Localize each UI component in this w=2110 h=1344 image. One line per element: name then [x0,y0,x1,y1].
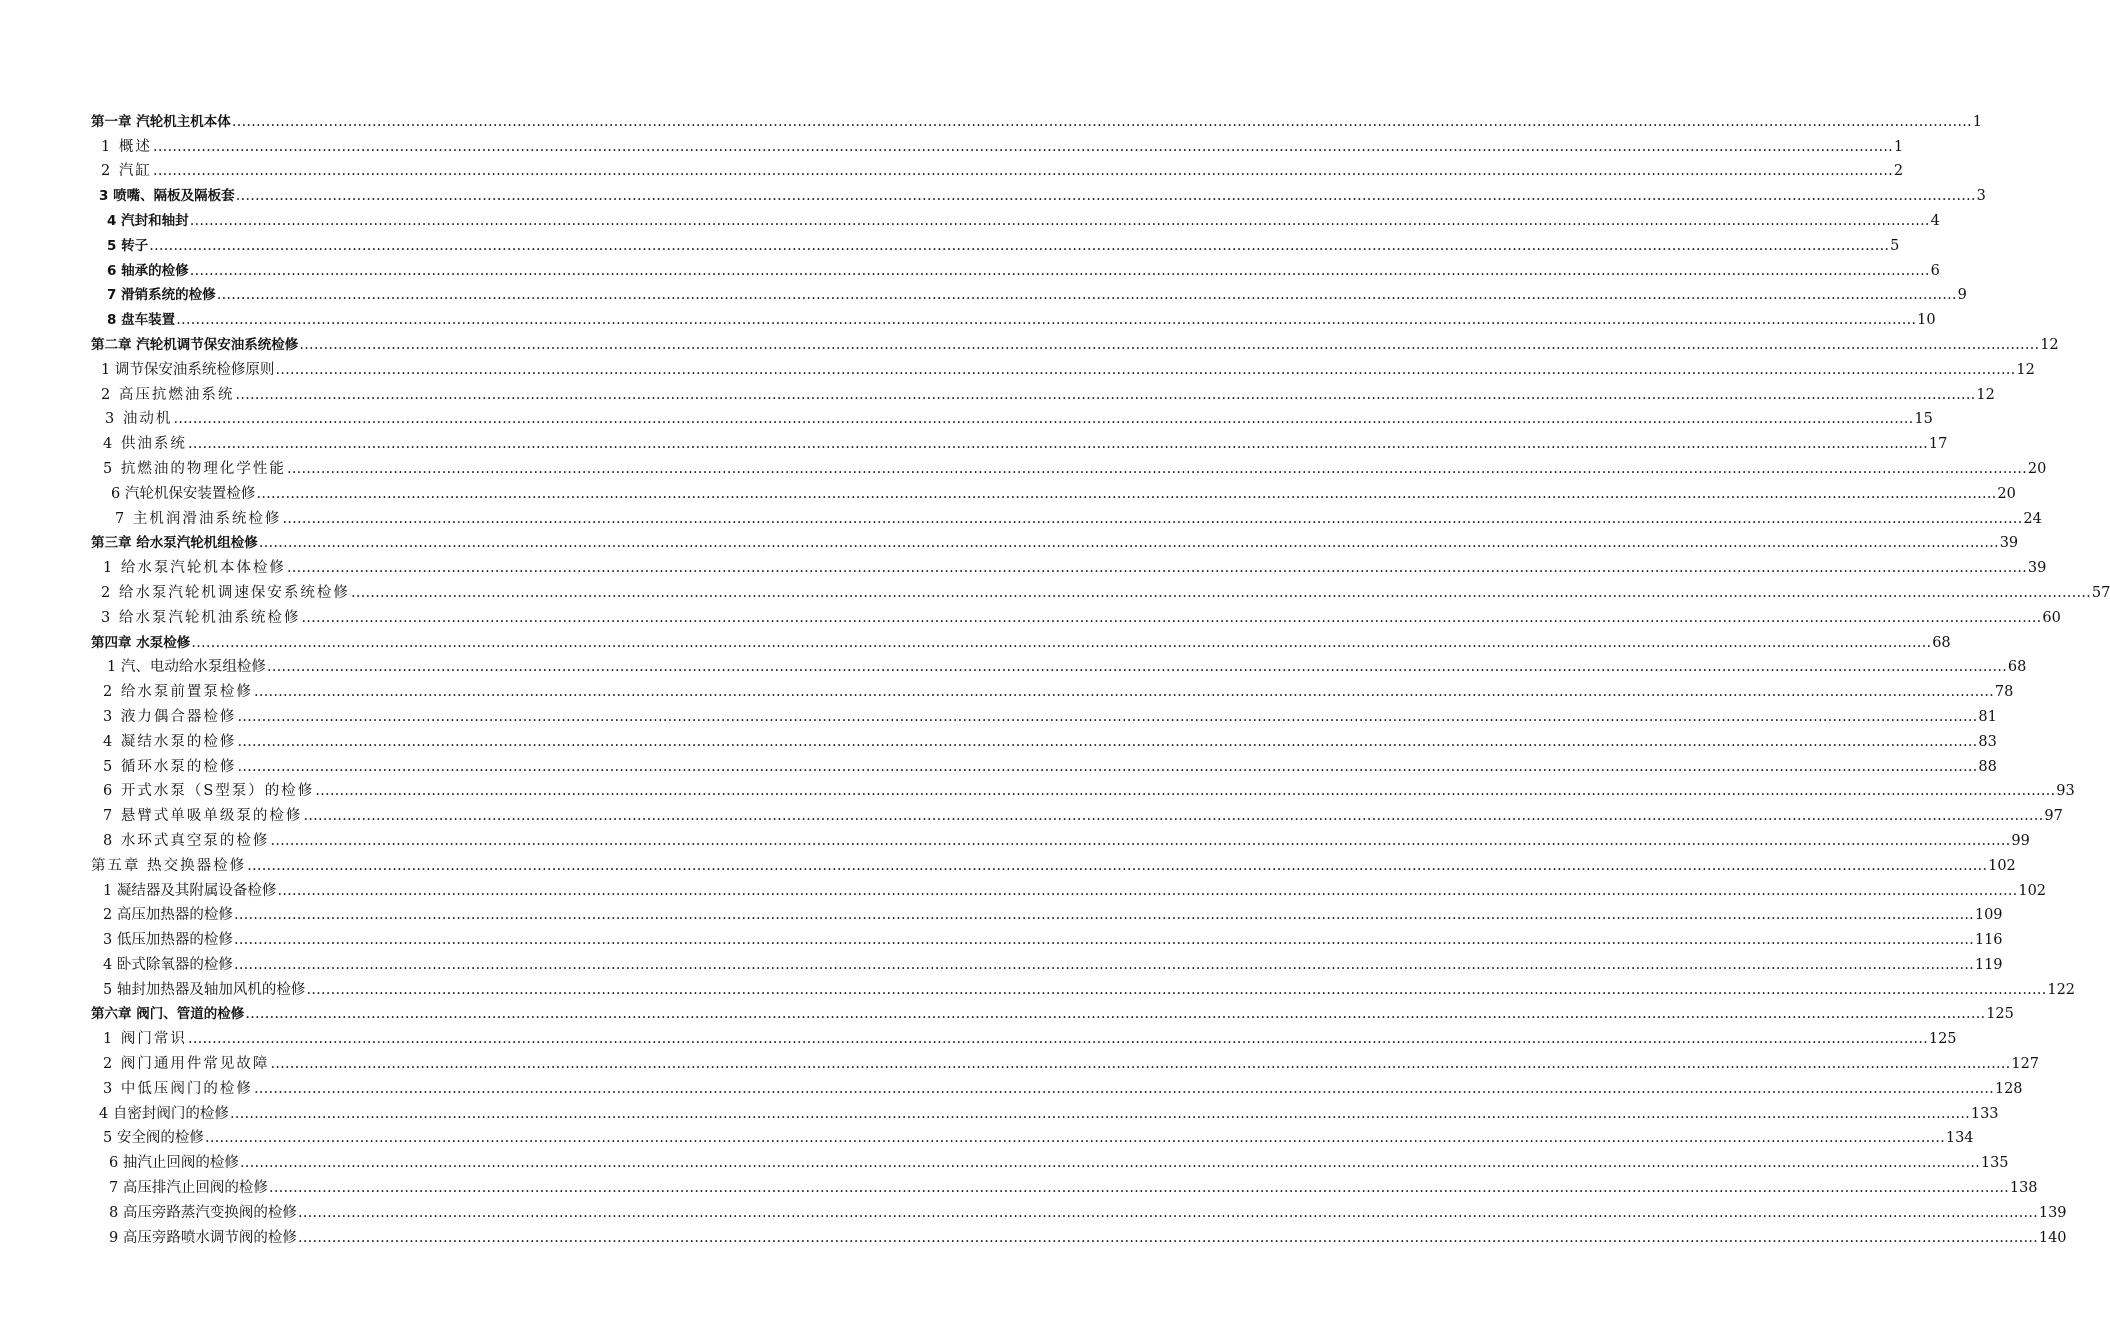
toc-entry[interactable] [91,577,2110,602]
toc-entry-page-number: 139 [2038,1204,2067,1221]
toc-entry-page-number: 135 [1980,1155,2009,1172]
toc-entry-title: 3 给水泵汽轮机油系统检修 [101,609,301,626]
toc-leader-dots: ……………………………………………………………………………………………………………………………………………………………………………………………………………………………………………………………………………………………………………………………… [233,932,1974,949]
toc-entry-title: 2 给水泵汽轮机调速保安系统检修 [101,584,350,601]
toc-entry[interactable] [91,652,2027,677]
toc-entry-title: 4 汽封和轴封 [107,212,189,229]
toc-leader-dots: ……………………………………………………………………………………………………………………………………………………………………………………………………………………………………………………………………………………………………………………………… [256,485,1997,502]
toc-entry-title: 8 水环式真空泵的检修 [103,832,270,849]
toc-leader-dots: ……………………………………………………………………………………………………………………………………………………………………………………………………………………………………………………………………………………………………………………………… [286,560,2027,577]
toc-entry-title: 3 喷嘴、隔板及隔板套 [99,188,235,205]
toc-entry-page-number: 12 [2040,336,2059,353]
toc-leader-dots: ……………………………………………………………………………………………………………………………………………………………………………………………………………………………………………………………………………………………………………………………… [189,212,1930,229]
toc-entry-page-number: 9 [1957,287,1967,304]
toc-entry[interactable] [91,900,2003,925]
toc-entry-title: 6 开式水泵（S型泵）的检修 [103,783,315,800]
toc-leader-dots: ……………………………………………………………………………………………………………………………………………………………………………………………………………………………………………………………………………………………………………………………… [286,460,2027,477]
toc-entry-title: 第一章 汽轮机主机本体 [91,113,231,130]
toc-leader-dots: ……………………………………………………………………………………………………………………………………………………………………………………………………………………………………………………………………………………………………………………………… [233,956,1974,973]
toc-entry-page-number: 6 [1930,262,1940,279]
toc-leader-dots: ……………………………………………………………………………………………………………………………………………………………………………………………………………………………………………………………………………………………………………………………… [306,981,2047,998]
toc-leader-dots: ……………………………………………………………………………………………………………………………………………………………………………………………………………………………………………………………………………………………………………………………… [350,584,2091,601]
toc-entry[interactable] [91,304,1936,329]
toc-entry-page-number: 39 [2027,560,2047,577]
toc-entry-title: 1 给水泵汽轮机本体检修 [103,560,286,577]
toc-entry[interactable] [91,924,2003,949]
toc-entry-title: 1 调节保安油系统检修原则 [101,361,275,378]
toc-entry-page-number: 138 [2009,1180,2038,1197]
toc-entry-page-number: 10 [1917,312,1936,329]
toc-leader-dots: ……………………………………………………………………………………………………………………………………………………………………………………………………………………………………………………………………………………………………………………………… [297,1204,2038,1221]
toc-leader-dots: ……………………………………………………………………………………………………………………………………………………………………………………………………………………………………………………………………………………………………………………………… [231,113,1972,130]
toc-entry[interactable] [91,354,2035,379]
toc-leader-dots: ……………………………………………………………………………………………………………………………………………………………………………………………………………………………………………………………………………………………………………………………… [237,758,1978,775]
toc-leader-dots: ……………………………………………………………………………………………………………………………………………………………………………………………………………………………………………………………………………………………………………………………… [297,1229,2038,1246]
toc-entry-page-number: 1 [1893,138,1904,155]
toc-entry-title: 3 油动机 [105,411,173,428]
toc-leader-dots: ……………………………………………………………………………………………………………………………………………………………………………………………………………………………………………………………………………………………………………………………… [216,287,1957,304]
toc-entry-page-number: 140 [2038,1229,2067,1246]
toc-entry-page-number: 20 [1997,485,2016,502]
toc-leader-dots: ……………………………………………………………………………………………………………………………………………………………………………………………………………………………………………………………………………………………………………………………… [189,262,1930,279]
toc-entry[interactable] [91,404,1933,429]
toc-entry-page-number: 125 [1928,1031,1957,1048]
toc-entry-title: 2 高压抗燃油系统 [101,386,235,403]
toc-leader-dots: ……………………………………………………………………………………………………………………………………………………………………………………………………………………………………………………………………………………………………………………………… [152,163,1893,180]
toc-entry[interactable] [91,776,2075,801]
toc-leader-dots: ……………………………………………………………………………………………………………………………………………………………………………………………………………………………………………………………………………………………………………………………… [191,634,1932,651]
toc-entry-page-number: 68 [2007,659,2027,676]
toc-entry-title: 1 阀门常识 [103,1031,187,1048]
toc-entry-title: 6 抽汽止回阀的检修 [109,1155,239,1172]
toc-entry-title: 7 悬臂式单吸单级泵的检修 [103,808,303,825]
toc-leader-dots: ……………………………………………………………………………………………………………………………………………………………………………………………………………………………………………………………………………………………………………………………… [237,708,1978,725]
toc-entry-page-number: 68 [1932,634,1951,651]
toc-entry-page-number: 5 [1890,237,1900,254]
toc-entry-title: 1 概述 [101,138,152,155]
toc-entry[interactable] [91,602,2061,627]
toc-entry-title: 6 汽轮机保安装置检修 [111,485,256,502]
toc-leader-dots: ……………………………………………………………………………………………………………………………………………………………………………………………………………………………………………………………………………………………………………………………… [270,832,2011,849]
toc-entry-title: 第五章 热交换器检修 [91,857,247,874]
toc-leader-dots: ……………………………………………………………………………………………………………………………………………………………………………………………………………………………………………………………………………………………………………………………… [149,237,1890,254]
toc-entry-page-number: 12 [2016,361,2035,378]
toc-entry-title: 5 抗燃油的物理化学性能 [103,460,286,477]
toc-leader-dots: ……………………………………………………………………………………………………………………………………………………………………………………………………………………………………………………………………………………………………………………………… [253,684,1994,701]
toc-entry-title: 6 轴承的检修 [107,262,189,279]
toc-entry[interactable] [91,552,2047,577]
toc-entry-page-number: 125 [1986,1006,2014,1023]
toc-entry-page-number: 60 [2042,609,2061,626]
toc-entry-page-number: 20 [2027,460,2047,477]
toc-leader-dots: ……………………………………………………………………………………………………………………………………………………………………………………………………………………………………………………………………………………………………………………………… [233,907,1974,924]
toc-entry[interactable] [91,1197,2067,1222]
toc-leader-dots: ……………………………………………………………………………………………………………………………………………………………………………………………………………………………………………………………………………………………………………………………… [235,386,1976,403]
toc-entry-page-number: 99 [2011,832,2030,849]
toc-entry-page-number: 81 [1978,708,1997,725]
toc-entry[interactable] [91,701,1997,726]
toc-leader-dots: ……………………………………………………………………………………………………………………………………………………………………………………………………………………………………………………………………………………………………………………………… [315,783,2056,800]
toc-entry-page-number: 109 [1974,907,2003,924]
toc-leader-dots: ……………………………………………………………………………………………………………………………………………………………………………………………………………………………………………………………………………………………………………………………… [275,361,2016,378]
toc-entry-title: 5 安全阀的检修 [103,1130,204,1147]
toc-leader-dots: ……………………………………………………………………………………………………………………………………………………………………………………………………………………………………………………………………………………………………………………………… [303,808,2044,825]
toc-entry-page-number: 122 [2047,981,2076,998]
toc-entry-title: 1 汽、电动给水泵组检修 [107,659,266,676]
toc-leader-dots: ……………………………………………………………………………………………………………………………………………………………………………………………………………………………………………………………………………………………………………………………… [187,1031,1928,1048]
toc-leader-dots: ……………………………………………………………………………………………………………………………………………………………………………………………………………………………………………………………………………………………………………………………… [253,1080,1994,1097]
toc-entry[interactable] [91,875,2047,900]
toc-entry[interactable] [91,131,1904,156]
toc-entry-page-number: 2 [1893,163,1904,180]
toc-entry[interactable] [91,676,2014,701]
toc-entry-page-number: 116 [1974,932,2003,949]
toc-entry-title: 7 高压排汽止回阀的检修 [109,1180,268,1197]
toc-entry-page-number: 97 [2044,808,2063,825]
toc-entry[interactable] [91,627,1951,652]
toc-entry-title: 8 盘车装置 [107,312,176,329]
toc-entry-title: 7 滑销系统的检修 [107,287,216,304]
toc-entry-title: 4 自密封阀门的检修 [99,1105,229,1122]
toc-entry-title: 3 液力偶合器检修 [103,708,237,725]
toc-leader-dots: ……………………………………………………………………………………………………………………………………………………………………………………………………………………………………………………………………………………………………………………………… [187,436,1928,453]
toc-leader-dots: ……………………………………………………………………………………………………………………………………………………………………………………………………………………………………………………………………………………………………………………………… [239,1155,1980,1172]
toc-leader-dots: ……………………………………………………………………………………………………………………………………………………………………………………………………………………………………………………………………………………………………………………………… [247,857,1988,874]
toc-entry[interactable] [91,1147,2009,1172]
toc-entry-title: 第二章 汽轮机调节保安油系统检修 [91,336,299,353]
toc-entry-title: 2 给水泵前置泵检修 [103,684,253,701]
toc-entry-page-number: 133 [1970,1105,1999,1122]
toc-entry[interactable] [91,255,1940,280]
toc-entry[interactable] [91,1222,2067,1247]
toc-entry-title: 第三章 给水泵汽轮机组检修 [91,535,258,552]
toc-entry[interactable] [91,180,1986,205]
toc-leader-dots: ……………………………………………………………………………………………………………………………………………………………………………………………………………………………………………………………………………………………………………………………… [258,535,1999,552]
toc-leader-dots: ……………………………………………………………………………………………………………………………………………………………………………………………………………………………………………………………………………………………………………………………… [268,1180,2009,1197]
toc-leader-dots: ……………………………………………………………………………………………………………………………………………………………………………………………………………………………………………………………………………………………………………………………… [235,188,1976,205]
toc-entry-page-number: 17 [1928,436,1948,453]
toc-entry[interactable] [91,1098,1999,1123]
toc-entry[interactable] [91,428,1948,453]
toc-entry[interactable] [91,1172,2038,1197]
toc-leader-dots: ……………………………………………………………………………………………………………………………………………………………………………………………………………………………………………………………………………………………………………………………… [152,138,1893,155]
toc-entry[interactable] [91,999,2014,1024]
toc-entry-title: 5 轴封加热器及轴加风机的检修 [103,981,306,998]
toc-entry-title: 5 转子 [107,237,149,254]
toc-entry-title: 第四章 水泵检修 [91,634,191,651]
toc-entry[interactable] [91,528,2019,553]
toc-leader-dots: ……………………………………………………………………………………………………………………………………………………………………………………………………………………………………………………………………………………………………………………………… [245,1006,1986,1023]
toc-entry-title: 5 循环水泵的检修 [103,758,237,775]
toc-entry-title: 2 阀门通用件常见故障 [103,1056,270,1073]
toc-entry[interactable] [91,751,1997,776]
toc-entry-title: 3 中低压阀门的检修 [103,1080,253,1097]
toc-entry-title: 4 供油系统 [103,436,187,453]
toc-entry-page-number: 119 [1974,956,2003,973]
toc-entry[interactable] [91,329,2059,354]
toc-leader-dots: ……………………………………………………………………………………………………………………………………………………………………………………………………………………………………………………………………………………………………………………………… [270,1056,2011,1073]
toc-leader-dots: ……………………………………………………………………………………………………………………………………………………………………………………………………………………………………………………………………………………………………………………………… [266,659,2007,676]
toc-entry-page-number: 4 [1930,212,1940,229]
toc-entry-page-number: 24 [2023,510,2042,527]
toc-entry-page-number: 3 [1976,188,1986,205]
toc-entry[interactable] [91,850,2016,875]
toc-entry[interactable] [91,156,1904,181]
toc-entry[interactable] [91,106,1982,131]
toc-leader-dots: ……………………………………………………………………………………………………………………………………………………………………………………………………………………………………………………………………………………………………………………………… [301,609,2042,626]
toc-entry-page-number: 12 [1976,386,1995,403]
toc-entry[interactable] [91,453,2047,478]
toc-leader-dots: ……………………………………………………………………………………………………………………………………………………………………………………………………………………………………………………………………………………………………………………………… [176,312,1917,329]
table-of-contents [91,106,2110,1247]
toc-entry-title: 2 汽缸 [101,163,152,180]
toc-entry-page-number: 128 [1994,1080,2023,1097]
toc-entry[interactable] [91,949,2003,974]
toc-leader-dots: ……………………………………………………………………………………………………………………………………………………………………………………………………………………………………………………………………………………………………………………………… [237,733,1978,750]
toc-entry[interactable] [91,503,2042,528]
toc-leader-dots: ……………………………………………………………………………………………………………………………………………………………………………………………………………………………………………………………………………………………………………………………… [204,1130,1945,1147]
toc-entry[interactable] [91,825,2030,850]
toc-leader-dots: ……………………………………………………………………………………………………………………………………………………………………………………………………………………………………………………………………………………………………………………………… [173,411,1914,428]
toc-leader-dots: ……………………………………………………………………………………………………………………………………………………………………………………………………………………………………………………………………………………………………………………………… [282,510,2023,527]
toc-entry[interactable] [91,1073,2023,1098]
toc-entry[interactable] [91,1123,1974,1148]
toc-entry-page-number: 127 [2011,1056,2040,1073]
toc-entry[interactable] [91,1023,1957,1048]
toc-entry-title: 9 高压旁路喷水调节阀的检修 [109,1229,297,1246]
toc-entry[interactable] [91,726,1997,751]
toc-entry[interactable] [91,800,2063,825]
toc-entry[interactable] [91,280,1967,305]
toc-entry-title: 8 高压旁路蒸汽变换阀的检修 [109,1204,297,1221]
toc-entry-title: 第六章 阀门、管道的检修 [91,1006,245,1023]
toc-entry-page-number: 57 [2091,584,2110,601]
toc-entry[interactable] [91,379,1995,404]
toc-entry-page-number: 83 [1978,733,1997,750]
toc-entry-title: 3 低压加热器的检修 [103,932,233,949]
toc-entry-page-number: 93 [2056,783,2075,800]
toc-entry-title: 4 卧式除氧器的检修 [103,956,233,973]
toc-leader-dots: ……………………………………………………………………………………………………………………………………………………………………………………………………………………………………………………………………………………………………………………………… [299,336,2040,353]
toc-leader-dots: ……………………………………………………………………………………………………………………………………………………………………………………………………………………………………………………………………………………………………………………………… [277,882,2018,899]
toc-entry[interactable] [91,205,1940,230]
toc-entry-title: 4 凝结水泵的检修 [103,733,237,750]
toc-entry-page-number: 88 [1978,758,1997,775]
toc-entry-page-number: 1 [1972,113,1982,130]
toc-entry[interactable] [91,230,1900,255]
toc-entry-page-number: 15 [1914,411,1933,428]
toc-entry[interactable] [91,1048,2040,1073]
toc-entry-page-number: 39 [1999,535,2019,552]
toc-leader-dots: ……………………………………………………………………………………………………………………………………………………………………………………………………………………………………………………………………………………………………………………………… [229,1105,1970,1122]
toc-entry-title: 7 主机润滑油系统检修 [115,510,282,527]
toc-entry-title: 1 凝结器及其附属设备检修 [103,882,277,899]
toc-entry-page-number: 102 [1988,857,2016,874]
toc-entry[interactable] [91,478,2016,503]
toc-entry-page-number: 78 [1994,684,2014,701]
toc-entry-page-number: 102 [2018,882,2047,899]
toc-entry-page-number: 134 [1945,1130,1974,1147]
toc-entry-title: 2 高压加热器的检修 [103,907,233,924]
toc-entry[interactable] [91,974,2076,999]
